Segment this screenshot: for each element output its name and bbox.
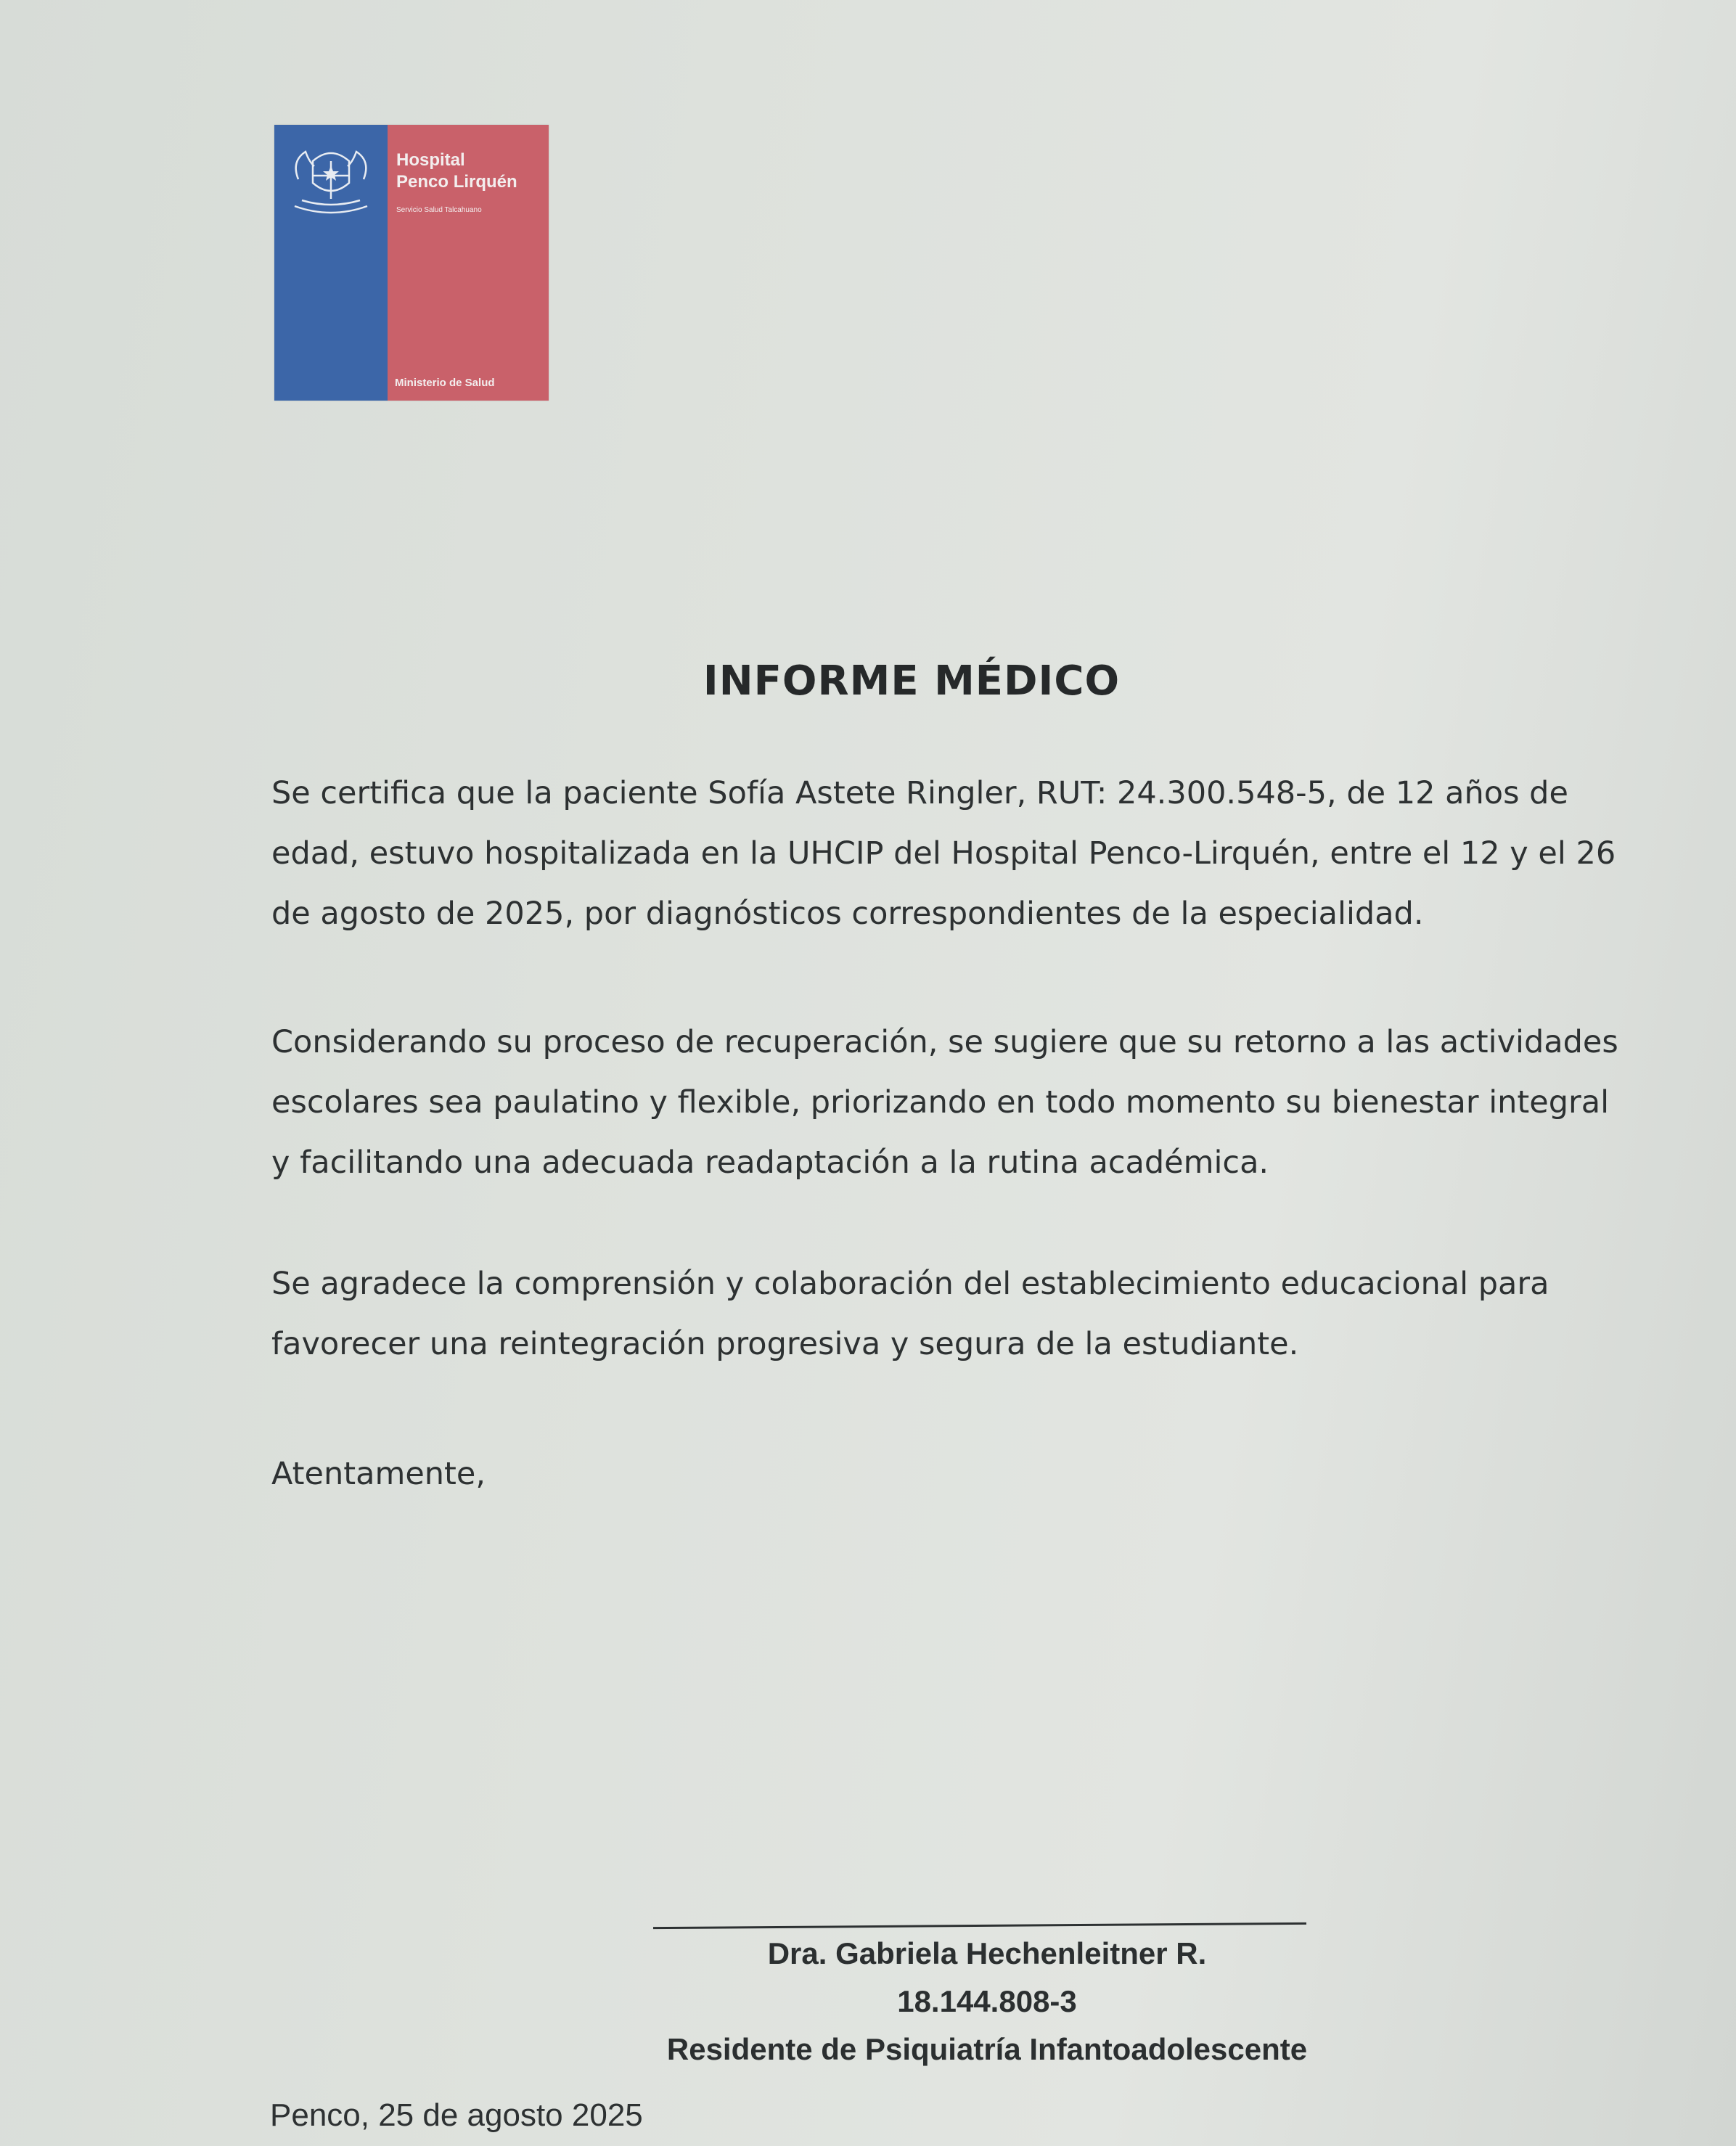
place-and-date: Penco, 25 de agosto 2025 [270, 2097, 643, 2133]
closing-salutation: Atentamente, [271, 1456, 486, 1492]
document-title: INFORME MÉDICO [703, 658, 1121, 705]
paragraph-recommendation: Considerando su proceso de recuperación, se sugiere que su retorno a las actividades escolares sea paulatino y flexible, priorizando en todo momento su bienestar integral y facilitando una adecuada readaptación a la rutina académica. [271, 1024, 1618, 1181]
signature-line [653, 1922, 1306, 1929]
logo-blue-panel [274, 125, 388, 401]
paragraph-acknowledgement: Se agradece la comprensión y colaboración del establecimiento educacional para favorecer una reintegración progresiva y segura de la estudiante. [271, 1266, 1549, 1362]
logo-service-name: Servicio Salud Talcahuano [396, 206, 482, 214]
logo-ministry-name: Ministerio de Salud [395, 377, 495, 389]
signer-role: Residente de Psiquiatría Infantoadolescente [666, 2032, 1308, 2066]
paragraph-certification: Se certifica que la paciente Sofía Astete Ringler, RUT: 24.300.548-5, de 12 años de edad, estuvo hospitalizada en la UHCIP del Hospital Penco-Lirquén, entre el 12 y el 26 de agosto de 2025, por diagnósticos correspondientes de la especialidad. [271, 775, 1616, 932]
logo-hospital-name: Hospital Penco Lirquén [396, 150, 517, 192]
hospital-logo [274, 125, 549, 401]
chile-coat-of-arms-icon [280, 139, 382, 219]
signer-name: Dra. Gabriela Hechenleitner R. [767, 1936, 1207, 1970]
signer-id-number: 18.144.808-3 [897, 1984, 1077, 2018]
logo-red-panel [388, 125, 549, 401]
